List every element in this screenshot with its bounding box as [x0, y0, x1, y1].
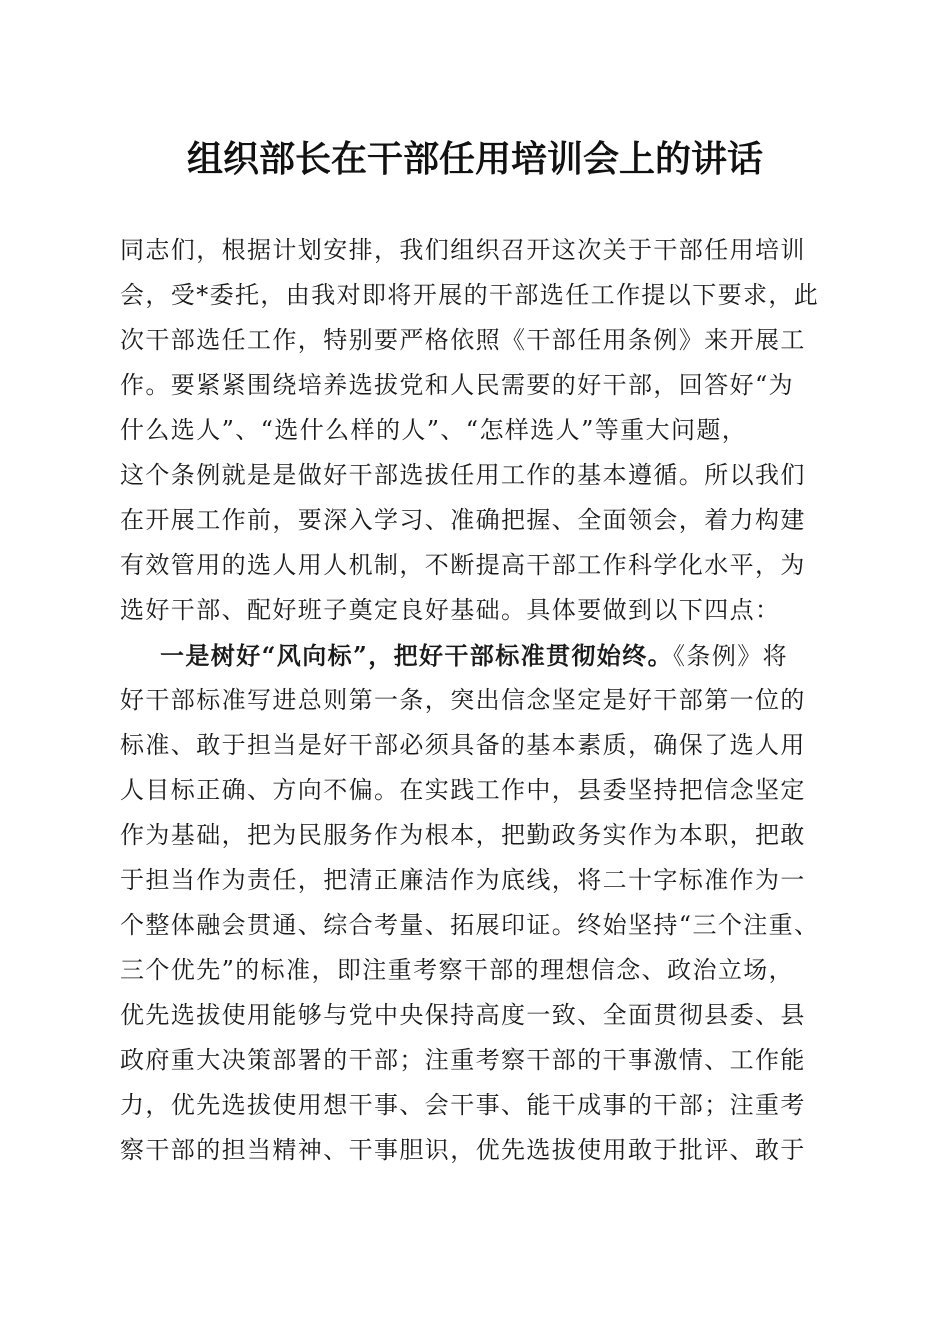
text-line: 作。要紧紧围绕培养选拔党和人民需要的好干部，回答好“为 [120, 371, 795, 399]
point-heading-continuation: 《条例》将 [673, 642, 789, 670]
text-line: 有效管用的选人用人机制，不断提高干部工作科学化水平，为 [120, 551, 806, 579]
text-line: 选好干部、配好班子奠定良好基础。具体要做到以下四点： [120, 596, 781, 624]
paragraph-first-line [120, 633, 840, 678]
text-line: 同志们，根据计划安排，我们组织召开这次关于干部任用培训 [120, 236, 806, 264]
document-body [120, 228, 840, 1173]
text-line: 好干部标准写进总则第一条，突出信念坚定是好干部第一位的 [120, 686, 806, 714]
text-line: 于担当作为责任，把清正廉洁作为底线，将二十字标准作为一 [120, 866, 806, 894]
text-line: 人目标正确、方向不偏。在实践工作中，县委坚持把信念坚定 [120, 776, 806, 804]
text-line: 这个条例就是是做好干部选拔任用工作的基本遵循。所以我们 [120, 461, 806, 489]
text-line: 次干部选任工作，特别要严格依照《干部任用条例》来开展工 [120, 326, 806, 354]
text-line: 察干部的担当精神、干事胆识，优先选拔使用敢于批评、敢于 [120, 1136, 806, 1164]
text-line: 作为基础，把为民服务作为根本，把勤政务实作为本职，把敢 [120, 821, 806, 849]
text-line: 会，受*委托，由我对即将开展的干部选任工作提以下要求，此 [120, 281, 820, 309]
paragraph-point-one [120, 633, 840, 1173]
paragraph-intro [120, 228, 840, 633]
text-line: 力，优先选拔使用想干事、会干事、能干成事的干部；注重考 [120, 1091, 806, 1119]
point-heading: 一是树好“风向标”，把好干部标准贯彻始终。 [160, 641, 674, 670]
text-line: 政府重大决策部署的干部；注重考察干部的干事激情、工作能 [120, 1046, 806, 1074]
text-line: 在开展工作前，要深入学习、准确把握、全面领会，着力构建 [120, 506, 806, 534]
document-title: 组织部长在干部任用培训会上的讲话 [186, 138, 763, 180]
text-line: 三个优先”的标准，即注重考察干部的理想信念、政治立场， [120, 956, 795, 984]
text-line: 标准、敢于担当是好干部必须具备的基本素质，确保了选人用 [120, 731, 806, 759]
text-line: 什么选人”、“选什么样的人”、“怎样选人”等重大问题， [120, 416, 748, 444]
text-line: 优先选拔使用能够与党中央保持高度一致、全面贯彻县委、县 [120, 1001, 806, 1029]
text-line: 个整体融会贯通、综合考量、拓展印证。终始坚持“三个注重、 [120, 911, 820, 939]
